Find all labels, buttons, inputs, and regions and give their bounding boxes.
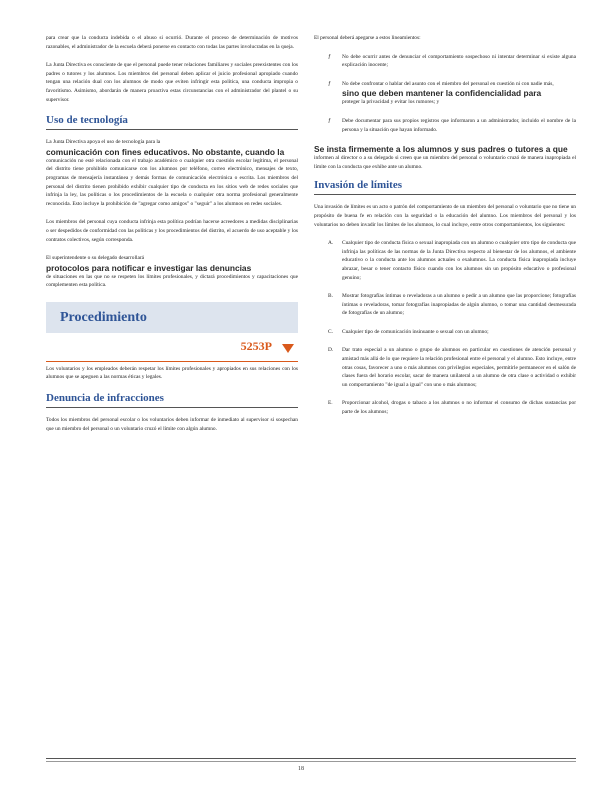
invasion-list	[314, 239, 576, 417]
list-item	[314, 53, 576, 70]
list-item	[314, 239, 576, 282]
list-item-text: No debe confrontar o hablar del asunto con el miembro del personal en cuestión ni con nadie más,	[342, 80, 554, 87]
list-item-text-large: sino que deben mantener la confidencialidad para	[342, 88, 542, 99]
list-marker: C.	[328, 328, 333, 335]
list-item	[314, 117, 576, 134]
text-run: El superintendente o su delegado desarrollará	[46, 255, 145, 262]
heading-technology: Uso de tecnología	[46, 114, 128, 127]
bullet-icon: ƒ	[328, 80, 331, 87]
divider	[314, 194, 576, 195]
footer-rule	[46, 758, 576, 759]
footer-rule	[46, 761, 576, 762]
divider	[46, 407, 298, 408]
paragraph-technology-1	[46, 138, 298, 208]
paragraph-urge	[314, 144, 576, 171]
right-column	[314, 34, 576, 427]
text-run: La Junta Directiva apoya el uso de tecnología para la	[46, 139, 161, 146]
procedure-banner	[46, 302, 298, 333]
list-item	[314, 328, 576, 337]
list-item	[314, 399, 576, 416]
left-column	[46, 34, 298, 443]
list-marker: D.	[328, 347, 334, 354]
paragraph-dual-relationship: La Junta Directiva es consciente de que el personal puede tener relaciones familiares y sociales preexistentes con los padres o tutores y los alumnos. Los miembros del personal deben aplicar el juicio profesional apropiado cuando tengan una relación dual con los alumnos de modo que eviten infringir esta política, una conducta impropia o favoritismo. Asimismo, abordarán de manera proactiva estas circunstancias con el administrador del plantel o su supervisor.	[46, 62, 298, 103]
text-run: de situaciones en las que no se respeten los límites profesionales, y dictará procedimientos y capacitaciones que complementen esta política.	[46, 273, 298, 289]
heading-reporting: Denuncia de infracciones	[46, 392, 164, 405]
list-item	[314, 292, 576, 318]
list-item-text: No debe ocurrir antes de denunciar el comportamiento sospechoso ni intentar determinar si existe alguna explicación inocente;	[342, 53, 576, 69]
divider	[46, 129, 298, 130]
paragraph-invasion: Una invasión de límites es un acto o patrón del comportamiento de un miembro del personal o voluntario que no tiene un propósito de buena fe en relación con la seguridad o la educación del alumno. Los miembros del personal y los voluntarios no deben invadir los límites de los alumnos, lo cual incluye, entre otros comportamientos, los siguientes:	[314, 204, 576, 228]
paragraph-technology-2: Los miembros del personal cuya conducta infrinja esta política podrían hacerse acreedores a medidas disciplinarias o ser despedidos de conformidad con las políticas y los procedimientos del distrito, el acuerdo de uso aceptable y los contratos colectivos, según corresponda.	[46, 219, 298, 243]
bullet-icon: ƒ	[328, 117, 331, 124]
list-marker: E.	[328, 400, 333, 407]
list-item-text: Cualquier tipo de comunicación insinuante o sexual con un alumno;	[342, 328, 489, 335]
list-item-text: proteger la privacidad y evitar los rumores; y	[342, 99, 440, 106]
divider	[46, 361, 298, 362]
bullet-icon: ƒ	[328, 53, 331, 60]
procedure-title: Procedimiento	[60, 309, 147, 325]
paragraph-guidelines-intro: El personal deberá apegarse a estos lineamientos:	[314, 35, 421, 41]
paragraph-reporting: Todos los miembros del personal escolar o los voluntarios deben informar de inmediato al supervisor si sospechan que un miembro del personal o un voluntario cruzó el límite con algún alumno.	[46, 417, 298, 432]
list-item-text: Proporcionar alcohol, drogas o tabaco a los alumnos o no informar el consumo de dichas sustancias por parte de los alumnos;	[342, 400, 576, 416]
list-item-text: Dar trato especial a un alumno o grupo de alumnos en particular en cuestiones de atención personal y amistad más allá de lo que requiere la relación profesional entre el personal y el alumno. Esto incluye, entre otras cosas, favorecer a uno o más alumnos con privilegios especiales, permitirle permanecer en el salón de clases fuera del horario escolar, sacar de manera unilateral a un alumno de otra clase o actividad o exhibir un comportamiento "de igual a igual" con uno o más alumnos;	[342, 347, 576, 388]
list-item	[314, 80, 576, 107]
text-run-large: comunicación con fines educativos. No obstante, cuando la	[46, 146, 285, 157]
policy-code: 5253P	[240, 338, 272, 353]
list-item-text: Cualquier tipo de conducta física o sexual inapropiada con un alumno o cualquier otro tipo de conducta que infrinja las políticas de las normas de la Junta Directiva respecto al bienestar de los alumnos, el ambiente educativo o la conducta ante los alumnos actuales o exalumnos. La conducta física inapropiada incluye abrazar, besar o tener contacto físico cuando con los alumnos sin un propósito educativo o profesional genuino;	[342, 240, 576, 281]
text-run-large: Se insta firmemente a los alumnos y sus padres o tutores a que	[314, 144, 568, 155]
paragraph-technology-3	[46, 254, 298, 290]
triangle-down-icon	[282, 344, 294, 353]
guidelines-list	[314, 53, 576, 135]
list-marker: A.	[328, 240, 334, 247]
heading-boundary-invasion: Invasión de límites	[314, 179, 403, 192]
text-run: comunicación no esté relacionada con el trabajo académico o cualquier otra cuestión escolar legítima, el personal del distrito tiene prohibido comunicarse con los alumnos por teléfono, correo electrónico, mensajes de texto, programas de mensajería instantánea y demás formas de comunicación electrónica o escrita. Los miembros del personal del distrito tienen prohibido exhibir cualquier tipo de conducta en los sitios web de redes sociales que infrinja la ley, las políticas o los procedimientos de la escuela o cualquier otra norma profesional generalmente reconocida. Esto incluye la prohibición de "agregar como amigos" o "seguir" a los alumnos en redes sociales.	[46, 157, 298, 207]
list-item-text: Debe documentar para sus propios registros que informaron a un administrador, incluido el nombre de la persona y la situación que hayan informado.	[342, 117, 576, 133]
paragraph-procedure: Los voluntarios y los empleados deberán respetar los límites profesionales y apropiados en sus relaciones con los alumnos que se apeguen a las normas éticas y legales.	[46, 365, 298, 381]
text-run: informen al director o a su delegado si creen que un miembro del personal o voluntario cruzó de manera inapropiada el límite con la conducta que exhibe ante un alumno.	[314, 155, 576, 170]
policy-code-row	[46, 337, 298, 365]
text-run-large: protocolos para notificar e investigar las denuncias	[46, 262, 252, 273]
page-number: 18	[298, 766, 304, 772]
paragraph-reasonable-cause: para crear que la conducta indebida o el abuso si ocurrió. Durante el proceso de determinación de motivos razonables, el administrador de la escuela deberá ponerse en contacto con todas las partes involucradas en la queja.	[46, 35, 298, 50]
list-marker: B.	[328, 293, 333, 300]
list-item	[314, 346, 576, 389]
list-item-text: Mostrar fotografías íntimas o reveladoras a un alumno o pedir a un alumno que las proporcione; fotografías íntimas o reveladoras, tomar fotografías inapropiadas de algún alumno, o tomar una cantidad desmesurada de fotografías de un alumno;	[342, 293, 576, 317]
